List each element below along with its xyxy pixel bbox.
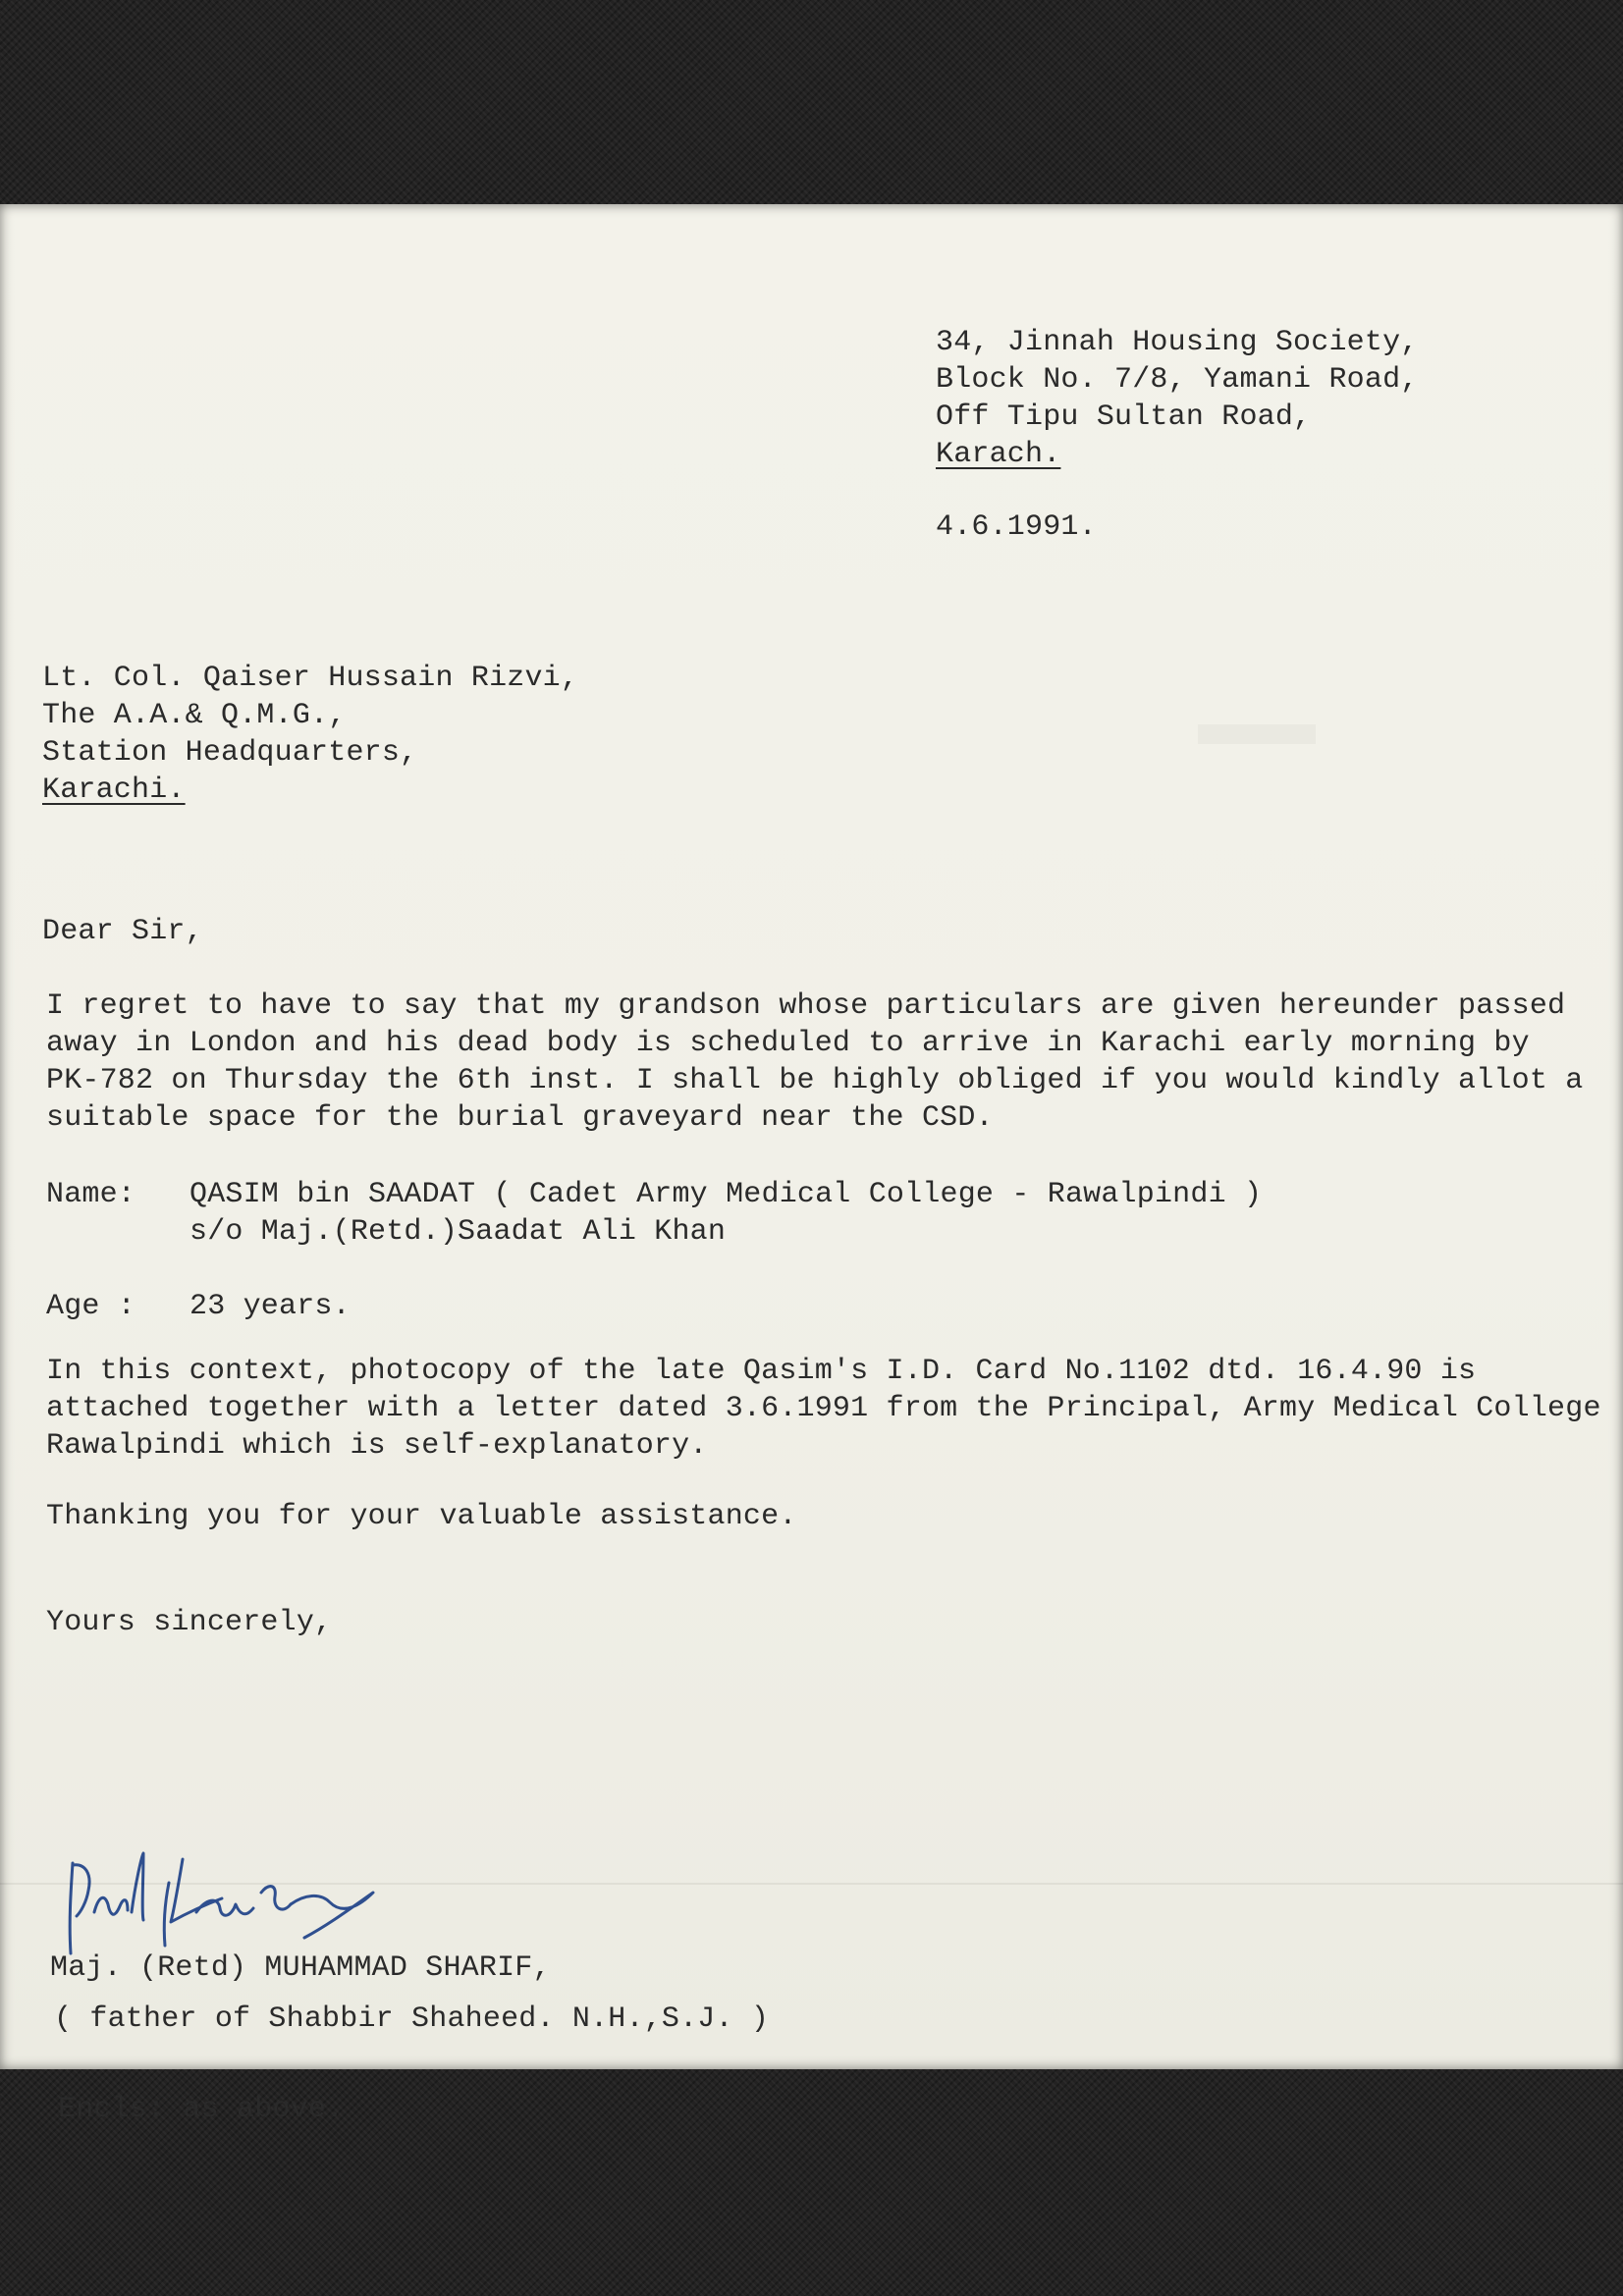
sender-name: Maj. (Retd) MUHAMMAD SHARIF, bbox=[50, 1951, 551, 1985]
body-p2-line-2: attached together with a letter dated 3.6.1991 from the Principal, Army Medical College bbox=[46, 1392, 1601, 1425]
thanks-line: Thanking you for your valuable assistance. bbox=[46, 1500, 797, 1533]
salutation: Dear Sir, bbox=[42, 915, 203, 948]
paper-smudge bbox=[1198, 724, 1316, 744]
name-label: Name: bbox=[46, 1178, 136, 1211]
paper-fold bbox=[0, 1883, 1623, 1885]
age-value: 23 years. bbox=[189, 1290, 351, 1323]
sender-note: ( father of Shabbir Shaheed. N.H.,S.J. ) bbox=[54, 2002, 770, 2036]
recipient-line-3: Station Headquarters, bbox=[42, 736, 418, 770]
closing: Yours sincerely, bbox=[46, 1606, 333, 1639]
letter-date: 4.6.1991. bbox=[936, 510, 1097, 544]
body-p1-line-4: suitable space for the burial graveyard near the CSD. bbox=[46, 1101, 994, 1135]
recipient-line-2: The A.A.& Q.M.G., bbox=[42, 699, 347, 732]
name-value: QASIM bin SAADAT ( Cadet Army Medical College - Rawalpindi ) bbox=[189, 1178, 1263, 1211]
name-value-2: s/o Maj.(Retd.)Saadat Ali Khan bbox=[189, 1215, 727, 1249]
address-line-1: 34, Jinnah Housing Society, bbox=[936, 326, 1419, 359]
enclosures: Encls: as above. bbox=[58, 2093, 345, 2126]
recipient-line-4: Karachi. bbox=[42, 774, 186, 807]
address-line-4: Karach. bbox=[936, 438, 1061, 471]
body-p2-line-3: Rawalpindi which is self-explanatory. bbox=[46, 1429, 708, 1463]
body-p1-line-1: I regret to have to say that my grandson whose particulars are given hereunder passed bbox=[46, 989, 1566, 1023]
body-p1-line-2: away in London and his dead body is scheduled to arrive in Karachi early morning by bbox=[46, 1027, 1530, 1060]
recipient-line-1: Lt. Col. Qaiser Hussain Rizvi, bbox=[42, 662, 579, 695]
address-line-3: Off Tipu Sultan Road, bbox=[936, 400, 1312, 434]
body-p2-line-1: In this context, photocopy of the late Qasim's I.D. Card No.1102 dtd. 16.4.90 is bbox=[46, 1355, 1477, 1388]
body-p1-line-3: PK-782 on Thursday the 6th inst. I shall be highly obliged if you would kindly allot a bbox=[46, 1064, 1584, 1097]
letter-page bbox=[0, 204, 1623, 2126]
address-line-2: Block No. 7/8, Yamani Road, bbox=[936, 363, 1419, 397]
age-label: Age : bbox=[46, 1290, 136, 1323]
